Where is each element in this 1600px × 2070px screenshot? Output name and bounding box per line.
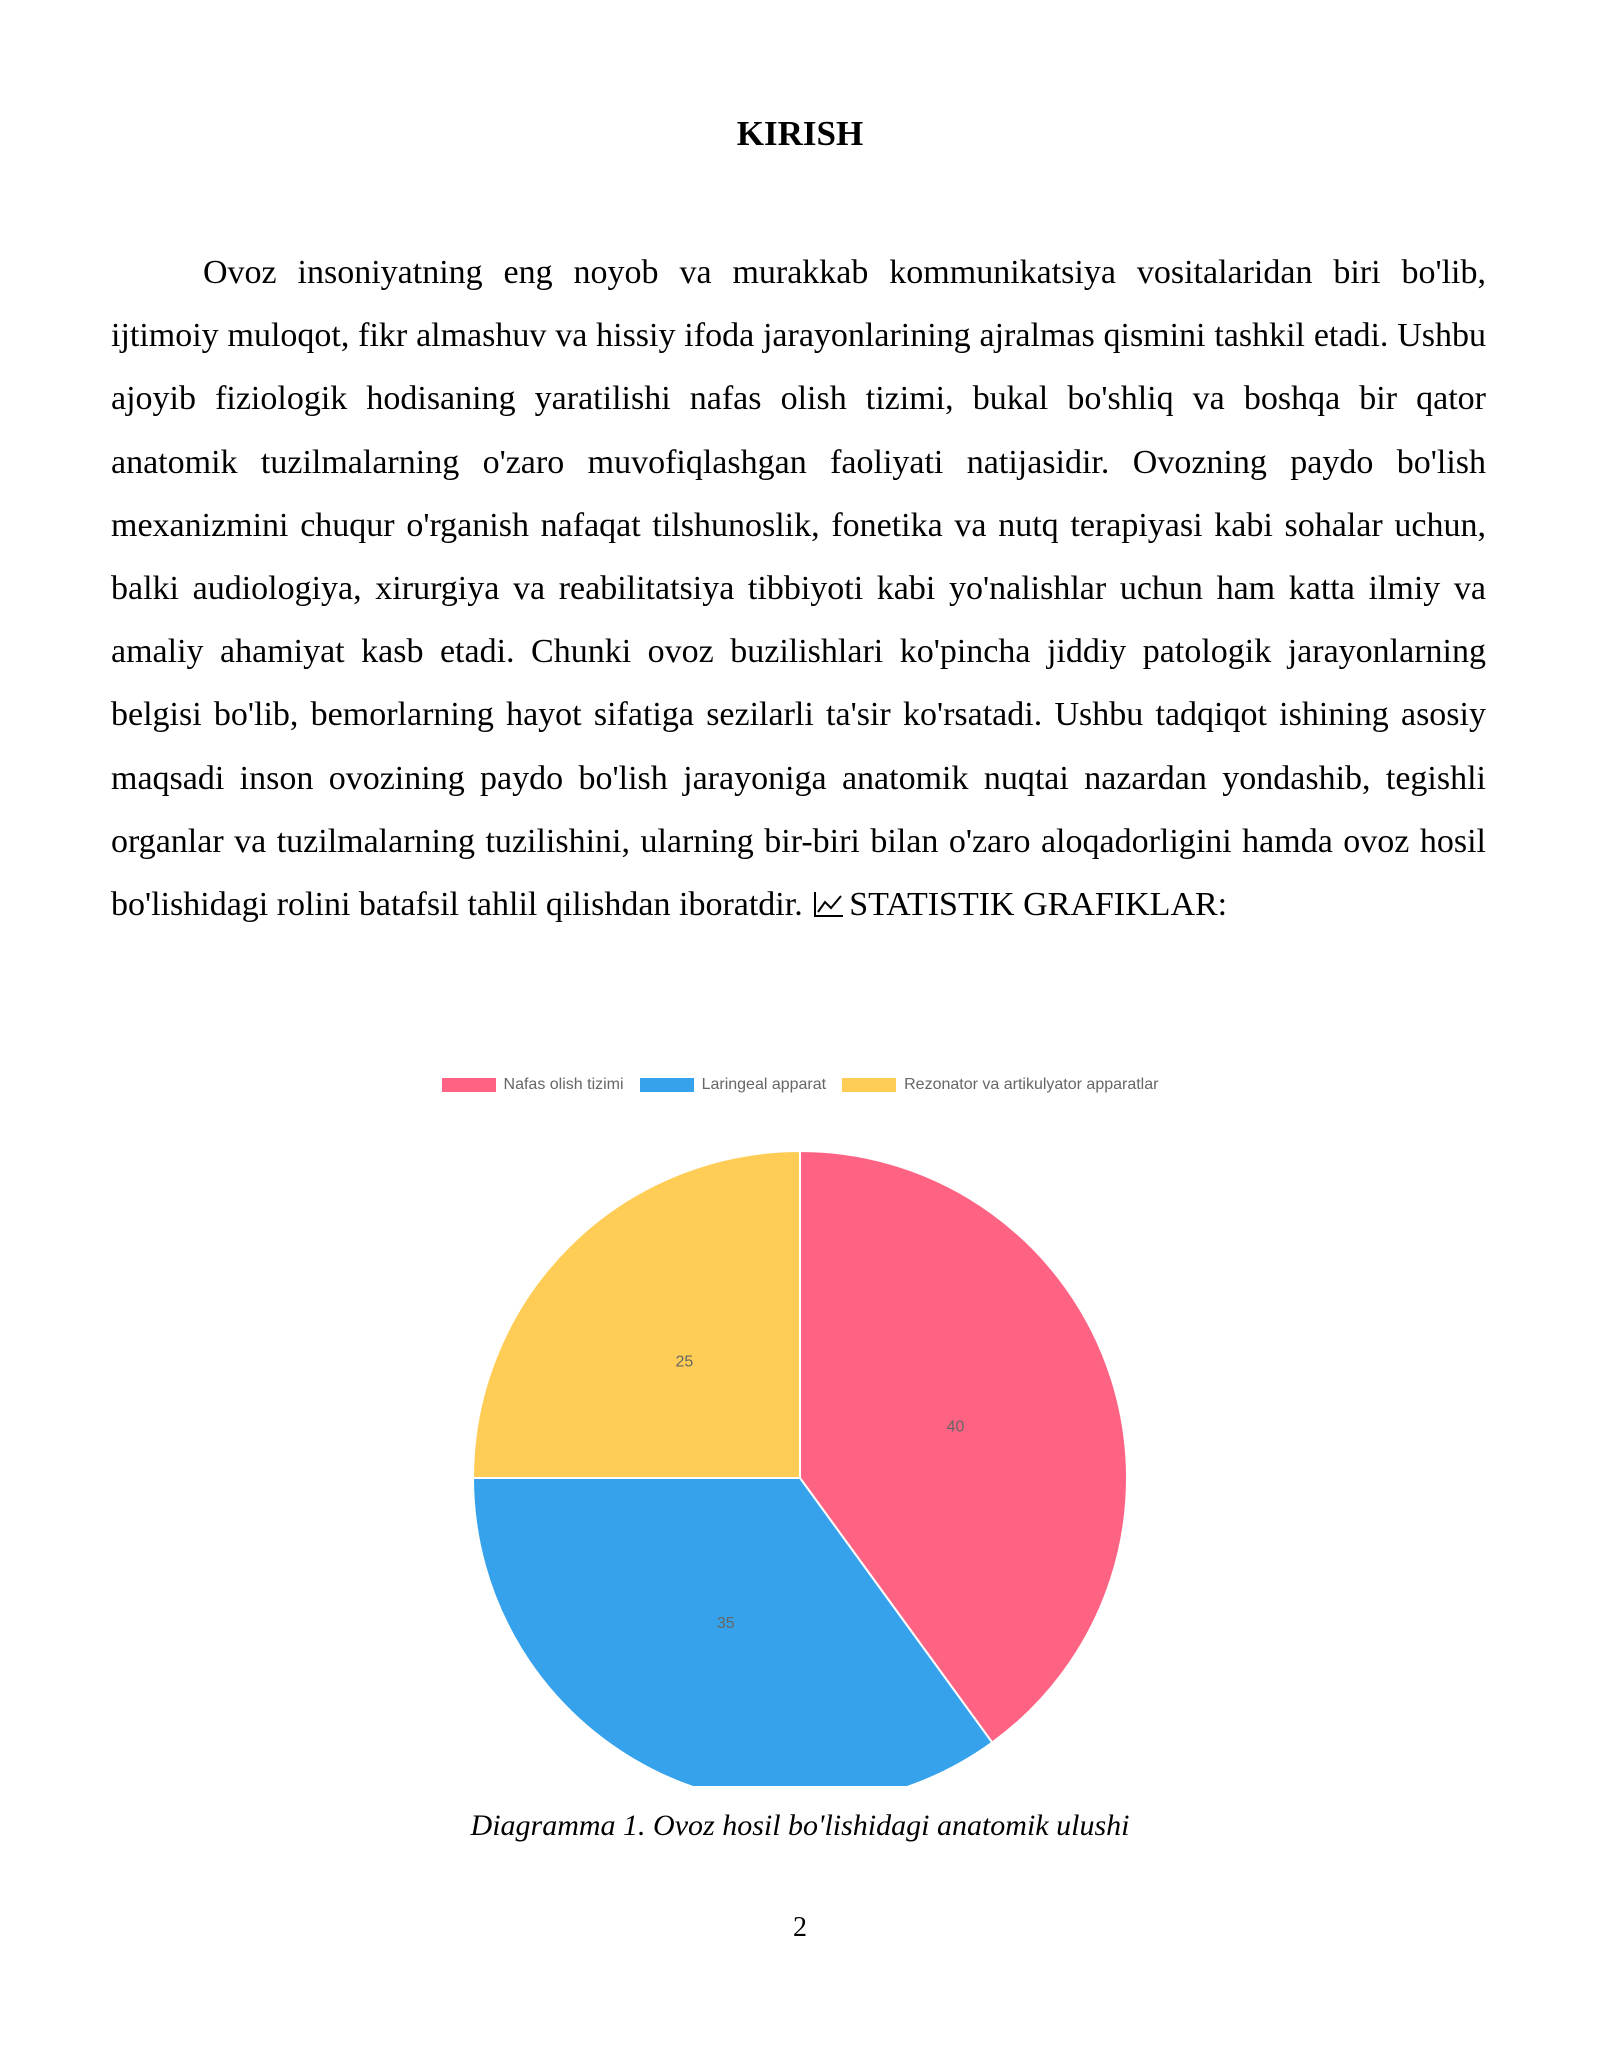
legend-item[interactable] <box>640 1076 827 1094</box>
chart-line-icon <box>813 890 845 918</box>
pie-chart <box>400 1070 1200 1790</box>
legend-swatch <box>640 1078 694 1092</box>
pie-data-label: 25 <box>675 1353 694 1371</box>
page-title: KIRISH <box>736 114 864 153</box>
legend-swatch <box>442 1078 496 1092</box>
legend-swatch <box>842 1078 896 1092</box>
legend-item[interactable] <box>842 1076 1158 1094</box>
stats-label: STATISTIK GRAFIKLAR: <box>849 886 1228 924</box>
intro-paragraph-text: Ovoz insoniyatning eng noyob va murakkab kommunikatsiya vositalaridan biri bo'lib, ijtimoiy muloqot, fikr almashuv va hissiy ifoda jarayonlarining ajralmas qismini tashkil etadi. Ushbu ajoyib fiziologik hodisaning yaratilishi nafas olish tizimi, bukal bo'shliq va boshqa bir qator anatomik tuzilmalarning o'zaro muvofiqlashgan faoliyati natijasidir. Ovozning paydo bo'lish mexanizmini chuqur o'rganish nafaqat tilshunoslik, fonetika va nutq terapiyasi kabi sohalar uchun, balki audiologiya, xirurgiya va reabilitatsiya tibbiyoti kabi yo'nalishlar uchun ham katta ilmiy va amaliy ahamiyat kasb etadi. Chunki ovoz buzilishlari ko'pincha jiddiy patologik jarayonlarning belgisi bo'lib, bemorlarning hayot sifatiga sezilarli ta'sir ko'rsatadi. Ushbu tadqiqot ishining asosiy maqsadi inson ovozining paydo bo'lish jarayoniga anatomik nuqtai nazardan yondashib, tegishli organlar va tuzilmalarning tuzilishini, ularning bir-biri bilan o'zaro aloqadorligini hamda ovoz hosil bo'lishidagi rolini batafsil tahlil qilishdan iboratdir. <box>111 254 1486 924</box>
legend-label: Laringeal apparat <box>701 1076 827 1093</box>
page-number: 2 <box>793 1912 807 1943</box>
legend-item[interactable] <box>442 1076 624 1094</box>
figure-caption: Diagramma 1. Ovoz hosil bo'lishidagi anatomik ulushi <box>470 1809 1130 1842</box>
pie-slice[interactable] <box>473 1151 800 1478</box>
pie-data-label: 40 <box>946 1418 965 1436</box>
legend-label: Nafas olish tizimi <box>503 1076 624 1093</box>
pie-chart-svg <box>400 1106 1200 1786</box>
chart-legend <box>400 1070 1200 1100</box>
legend-label: Rezonator va artikulyator apparatlar <box>904 1076 1159 1093</box>
intro-paragraph <box>111 241 1486 936</box>
pie-data-label: 35 <box>716 1614 735 1632</box>
